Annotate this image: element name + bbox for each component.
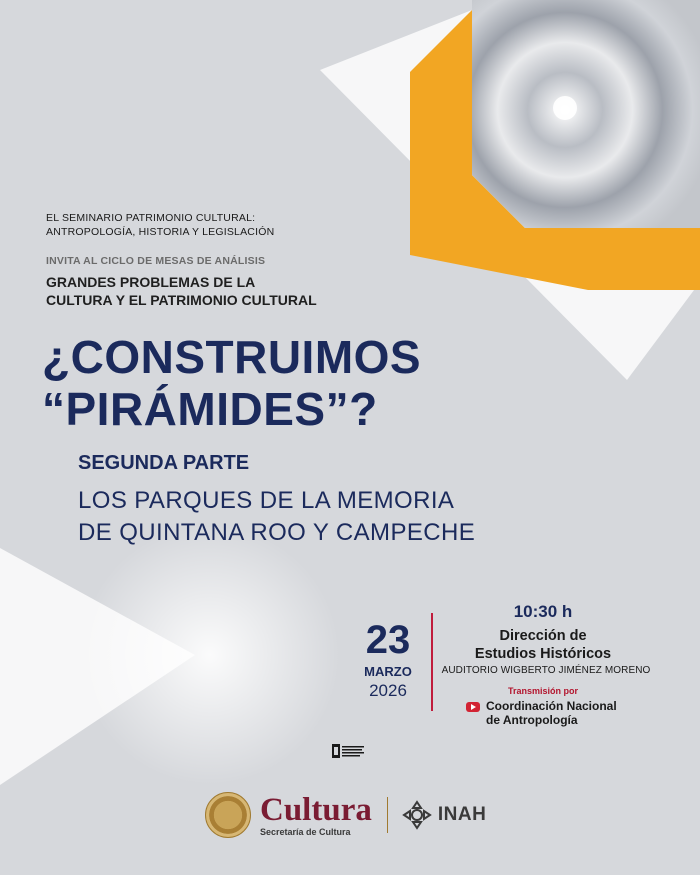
cycle-line: CULTURA Y EL PATRIMONIO CULTURAL <box>46 292 317 308</box>
event-hall: AUDITORIO WIGBERTO JIMÉNEZ MORENO <box>441 665 651 676</box>
title-line: “PIRÁMIDES”? <box>42 383 378 435</box>
cycle-line: GRANDES PROBLEMAS DE LA <box>46 274 256 290</box>
title-line: ¿CONSTRUIMOS <box>42 331 422 383</box>
transmission-label: Transmisión por <box>507 686 578 696</box>
brand-subtitle: Secretaría de Cultura <box>260 826 351 837</box>
topic <box>78 485 475 549</box>
swirl-image <box>472 0 700 228</box>
event-venue <box>438 627 648 663</box>
channel-line: Coordinación Nacional <box>486 699 617 713</box>
cultura-logo <box>260 791 372 837</box>
cycle-title <box>46 273 317 309</box>
seminar-line: EL SEMINARIO PATRIMONIO CULTURAL: <box>46 212 256 224</box>
seminar-line: ANTROPOLOGÍA, HISTORIA Y LEGISLACIÓN <box>46 226 275 238</box>
government-seal <box>205 792 251 838</box>
date-day: 23 <box>365 618 411 662</box>
venue-line: Estudios Históricos <box>474 646 612 662</box>
date-year: 2026 <box>369 681 407 700</box>
invite-text: INVITA AL CICLO DE MESAS DE ANÁLISIS <box>46 255 266 267</box>
event-time: 10:30 h <box>513 602 573 621</box>
footer-logos <box>205 792 486 838</box>
youtube-icon <box>466 702 480 712</box>
footer-divider <box>387 797 388 833</box>
inah-text: INAH <box>437 804 487 825</box>
topic-line: LOS PARQUES DE LA MEMORIA <box>78 487 455 514</box>
main-title <box>42 331 421 435</box>
venue-line: Dirección de <box>499 628 587 644</box>
date-month: MARZO <box>364 664 412 679</box>
channel-line: de Antropología <box>486 713 578 727</box>
small-institution-logo <box>332 744 366 758</box>
inah-logo <box>402 800 432 830</box>
channel-name <box>486 699 617 727</box>
brand-name: Cultura <box>260 791 372 828</box>
transmission-channel[interactable] <box>466 699 617 727</box>
seminar-name <box>46 211 274 239</box>
subtitle: SEGUNDA PARTE <box>78 452 250 474</box>
topic-line: DE QUINTANA ROO Y CAMPECHE <box>78 519 476 546</box>
date-divider <box>431 613 433 711</box>
